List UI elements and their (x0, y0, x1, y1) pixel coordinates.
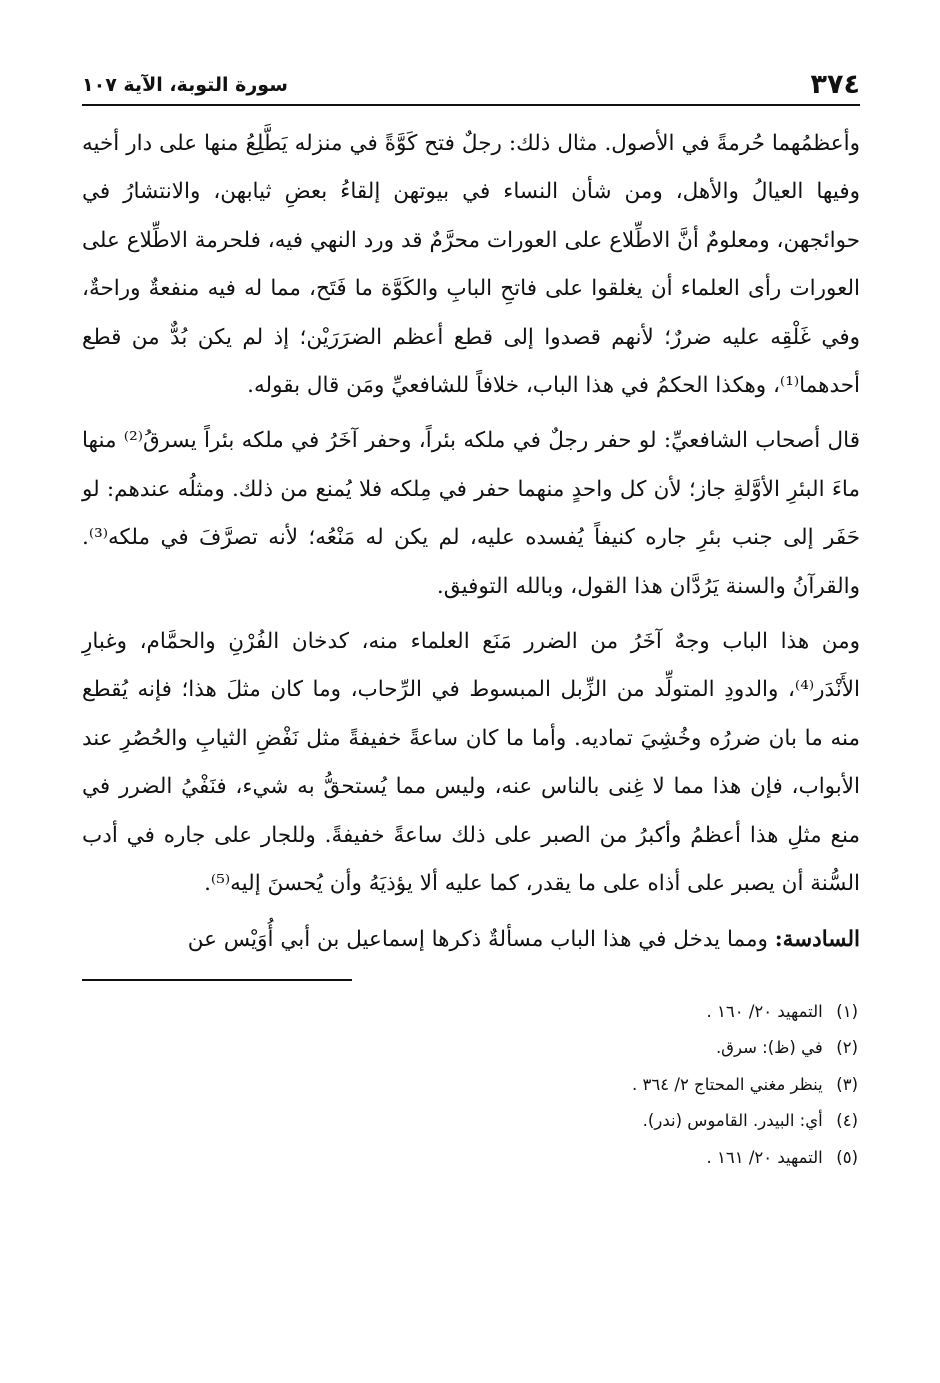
footnote-separator (82, 964, 860, 982)
header-rule (82, 104, 860, 106)
running-header (82, 62, 860, 100)
footnote-text: في (ظ): سرق. (715, 1038, 823, 1058)
paragraph-text: ومن هذا الباب وجهٌ آخَرُ من الضرر مَنَع العلماء منه، كدخان الفُرْنِ والحمَّام، وغبارِ الأَنْدَر⁽⁴⁾، والدودِ المتولِّد من الزِّبل المبسوط في الرِّحاب، وما كان مثلَ هذا؛ فإنه يُقطع منه ما بان ضررُه وخُشِيَ تماديه. وأما ما كان ساعةً خفيفةً مثل نَفْضِ الثيابِ والحُصُرِ عند الأبواب، فإن هذا مما لا غِنى بالناس عنه، وليس مما يُستحقُّ به شيء، فنَفْيُ الضرر في منع مثلِ هذا أعظمُ وأكبرُ من الصبر على ذلك ساعةً خفيفةً. وللجار على جاره في أدب السُّنة أن يصبر على أذاه على ما يقدر، كما عليه ألا يؤذيَهُ وأن يُحسنَ إليه⁽⁵⁾. (82, 629, 860, 897)
paragraph (82, 417, 860, 611)
body-text (82, 120, 860, 964)
paragraph-text: ومما يدخل في هذا الباب مسألةٌ ذكرها إسماعيل بن أبي أُوَيْس عن (187, 926, 768, 952)
footnote (82, 994, 858, 1031)
paragraph-lead: السادسة: (774, 926, 860, 952)
footnote-rule (82, 979, 352, 981)
footnote-text: أي: البيدر. القاموس (ندر). (642, 1111, 823, 1131)
footnotes (82, 994, 860, 1177)
footnote (82, 1140, 858, 1177)
paragraph-text: وأعظمُهما حُرمةً في الأصول. مثال ذلك: رجلٌ فتح كَوَّةً في منزله يَطَّلِعُ منها على دار أخيه وفيها العيالُ والأهل، ومن شأن النساء في بيوتهن إلقاءُ بعضِ ثيابهن، والانتشارُ في حوائجهن، ومعلومٌ أنَّ الاطِّلاع على العورات محرَّمٌ قد ورد النهي فيه، فلحرمة الاطِّلاع على العورات رأى العلماء أن يغلقوا على فاتحِ البابِ والكَوَّة ما فَتَح، مما له فيه منفعةٌ وراحةٌ، وفي غَلْقِه عليه ضررٌ؛ لأنهم قصدوا إلى قطع أعظم الضرَرَيْن؛ إذ لم يكن بُدٌّ من قطع أحدهما⁽¹⁾، وهكذا الحكمُ في هذا الباب، خلافاً للشافعيِّ ومَن قال بقوله. (82, 131, 860, 399)
book-page (82, 62, 860, 1176)
footnote-number: (٥) (836, 1147, 858, 1167)
paragraph-text: قال أصحاب الشافعيِّ: لو حفر رجلٌ في ملكه بئراً، وحفر آخَرُ في ملكه بئراً يسرقُ⁽²⁾ منها ماءَ البئرِ الأوَّلةِ جاز؛ لأن كل واحدٍ منهما حفر في مِلكه فلا يُمنع من ذلك. ومثلُه عندهم: لو حَفَر إلى جنب بئرِ جاره كنيفاً يُفسده عليه، لم يكن له مَنْعُه؛ لأنه تصرَّفَ في ملكه⁽³⁾. والقرآنُ والسنة يَرُدَّان هذا القول، وبالله التوفيق. (82, 428, 860, 599)
footnote (82, 1103, 858, 1140)
footnote-number: (٣) (836, 1074, 858, 1094)
paragraph (82, 618, 860, 908)
page-number: ٣٧٤ (810, 69, 860, 100)
surah-reference: سورة التوبة، الآية ١٠٧ (82, 74, 288, 96)
footnote-number: (١) (836, 1001, 858, 1021)
footnote-text: ينظر مغني المحتاج ٢/ ٣٦٤ . (632, 1074, 823, 1094)
footnote-number: (٤) (836, 1111, 858, 1131)
footnote-number: (٢) (836, 1038, 858, 1058)
paragraph (82, 916, 860, 964)
footnote-text: التمهيد ٢٠/ ١٦٠ . (706, 1001, 823, 1021)
footnote (82, 1030, 858, 1067)
footnote-text: التمهيد ٢٠/ ١٦١ . (706, 1147, 823, 1167)
paragraph (82, 120, 860, 410)
footnote (82, 1067, 858, 1104)
